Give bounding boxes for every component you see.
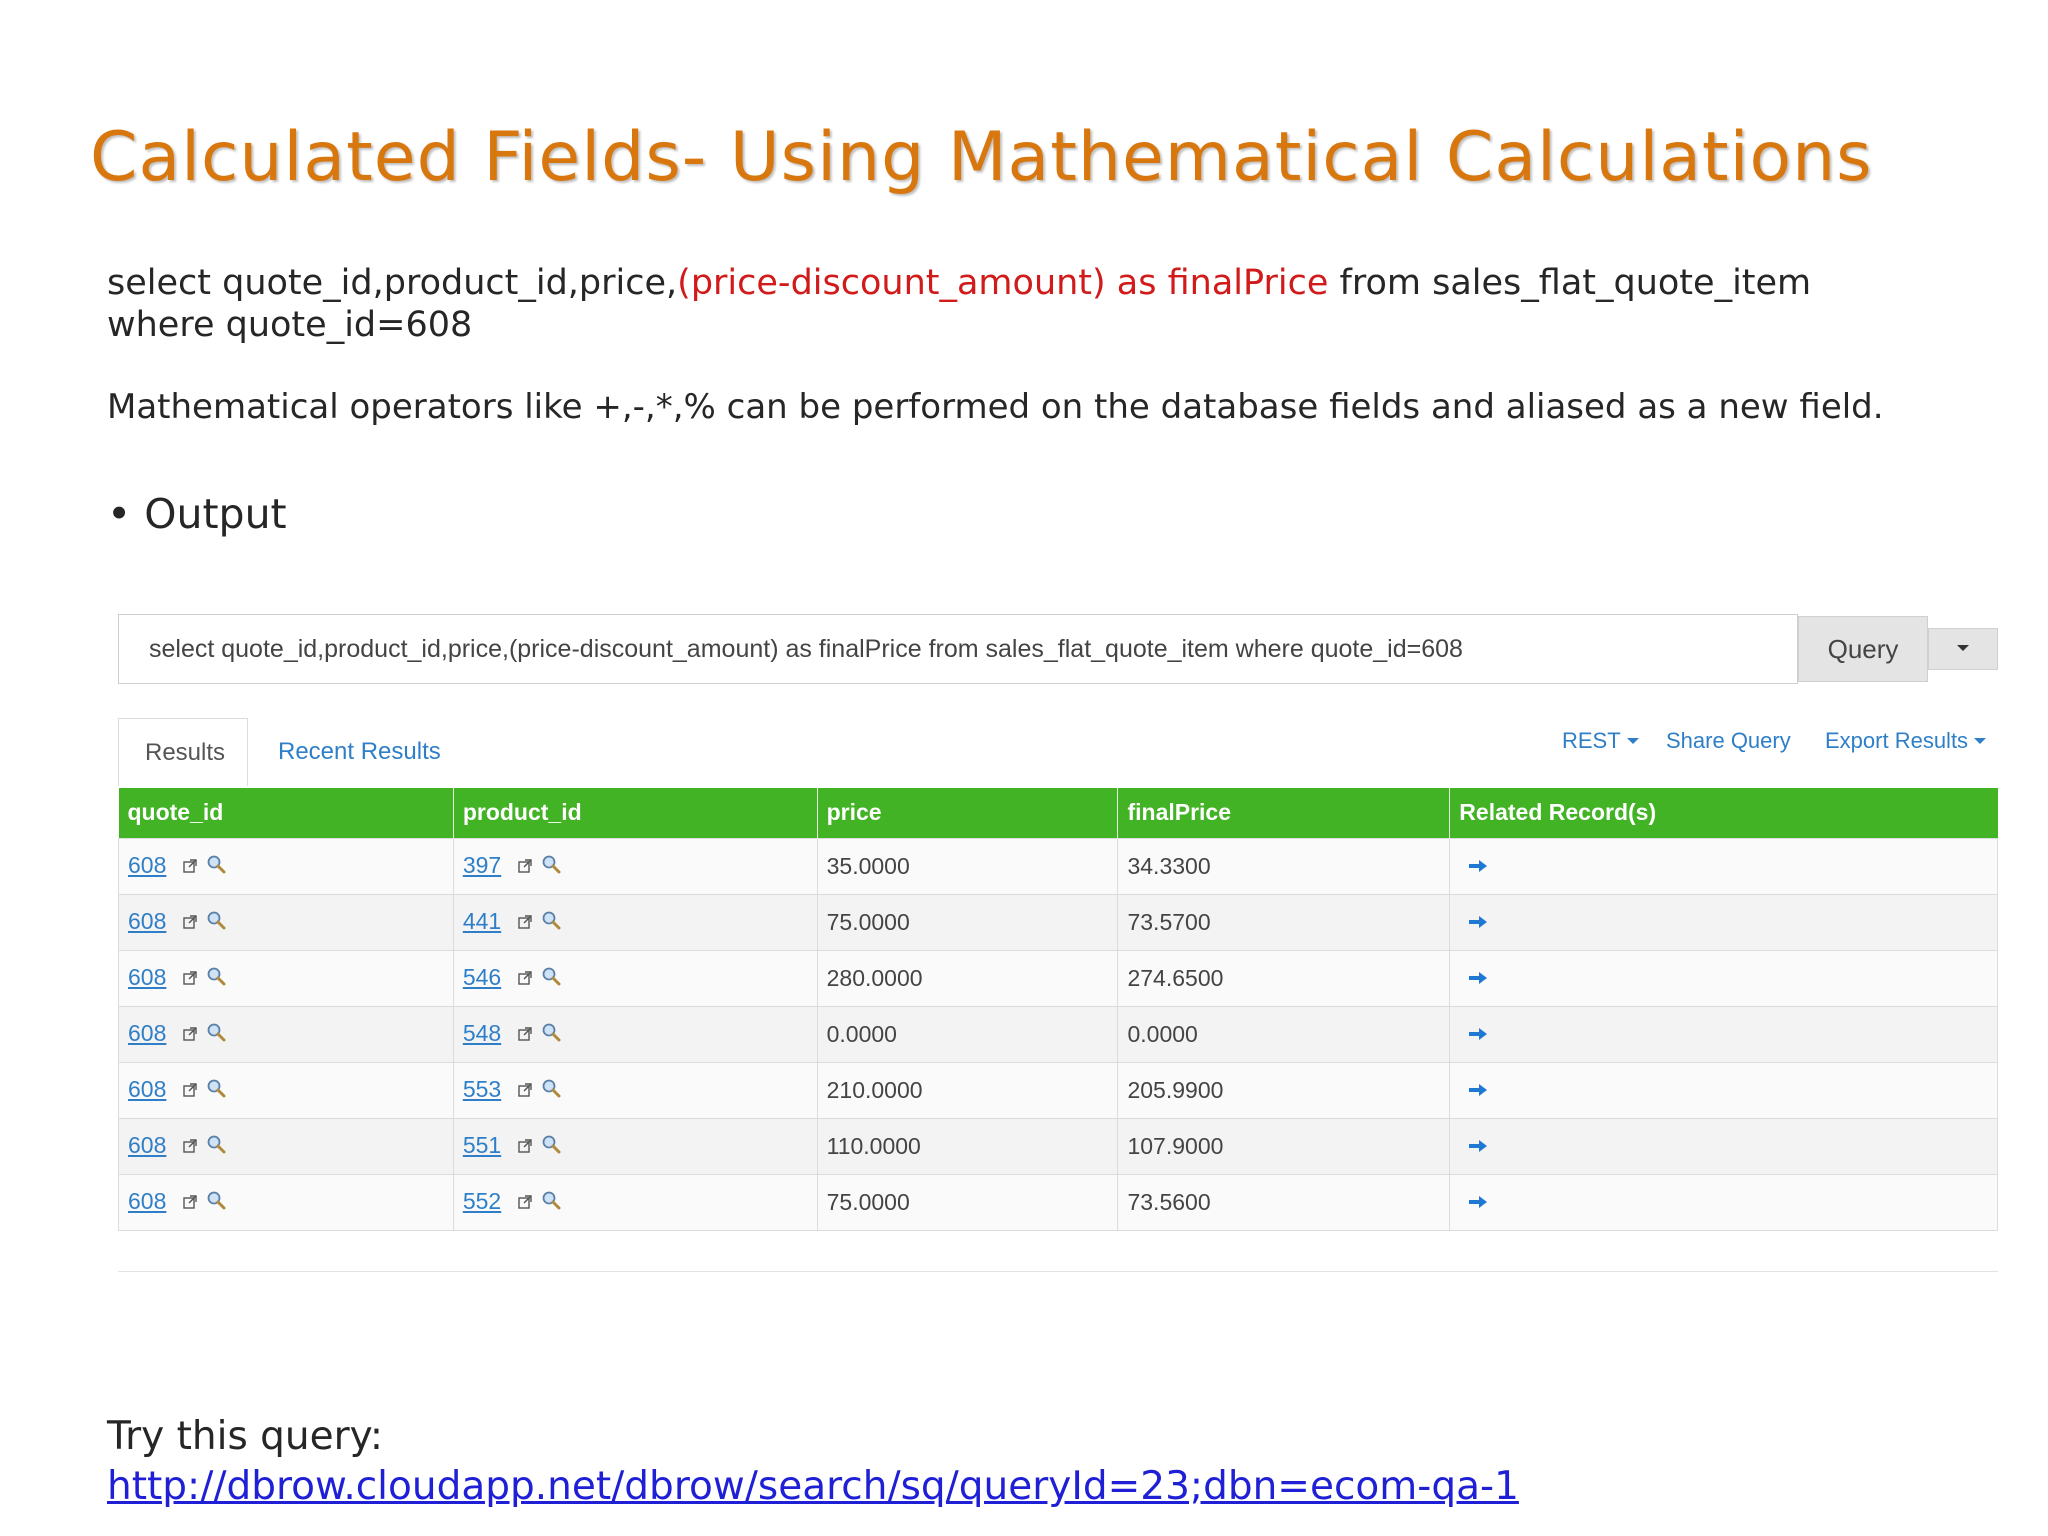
- sql-statement: [107, 262, 1927, 346]
- cell-related-records: [1450, 1174, 1998, 1230]
- cell-product-id: [453, 1118, 817, 1174]
- magnifier-icon[interactable]: [206, 965, 226, 992]
- table-row: [119, 894, 1998, 950]
- magnifier-icon[interactable]: [541, 909, 561, 936]
- cell-quote-id: [119, 1062, 454, 1118]
- magnifier-icon[interactable]: [541, 1021, 561, 1048]
- cell-product-id: [453, 1006, 817, 1062]
- description-text: Mathematical operators like +,-,*,% can be performed on the database fields and aliased as a new field.: [107, 387, 1884, 427]
- arrow-right-icon[interactable]: [1467, 1021, 1489, 1048]
- cell-quote-id: [119, 838, 454, 894]
- arrow-right-icon[interactable]: [1467, 853, 1489, 880]
- product-id-link[interactable]: 546: [462, 963, 502, 990]
- cell-price: 75.0000: [817, 1174, 1118, 1230]
- cell-final-price: 34.3300: [1118, 838, 1450, 894]
- cell-related-records: [1450, 1118, 1998, 1174]
- export-results-link[interactable]: [1825, 728, 1986, 754]
- column-header-quote-id[interactable]: quote_id: [119, 788, 454, 838]
- external-link-icon[interactable]: [517, 909, 533, 936]
- external-link-icon[interactable]: [182, 853, 198, 880]
- cell-product-id: [453, 1174, 817, 1230]
- table-body: [119, 838, 1998, 1230]
- magnifier-icon[interactable]: [541, 1077, 561, 1104]
- try-query-link[interactable]: http://dbrow.cloudapp.net/dbrow/search/sq/queryId=23;dbn=ecom-qa-1: [107, 1464, 1519, 1509]
- cell-quote-id: [119, 894, 454, 950]
- try-query-label: Try this query:: [107, 1414, 384, 1459]
- cell-product-id: [453, 950, 817, 1006]
- product-id-link[interactable]: 553: [462, 1075, 502, 1102]
- magnifier-icon[interactable]: [206, 1189, 226, 1216]
- cell-final-price: 0.0000: [1118, 1006, 1450, 1062]
- cell-product-id: [453, 894, 817, 950]
- share-query-link[interactable]: Share Query: [1666, 728, 1791, 753]
- quote-id-link[interactable]: 608: [128, 907, 167, 934]
- slide-title: Calculated Fields- Using Mathematical Calculations: [90, 118, 1873, 197]
- quote-id-link[interactable]: 608: [128, 1131, 167, 1158]
- caret-down-icon: [1957, 645, 1969, 651]
- caret-down-icon: [1974, 738, 1986, 744]
- cell-price: 210.0000: [817, 1062, 1118, 1118]
- divider: [118, 1271, 1998, 1272]
- cell-final-price: 73.5700: [1118, 894, 1450, 950]
- query-input[interactable]: select quote_id,product_id,price,(price-discount_amount) as finalPrice from sales_flat_quote_item where quote_id=608: [118, 614, 1798, 684]
- query-button[interactable]: Query: [1798, 616, 1928, 682]
- cell-quote-id: [119, 1118, 454, 1174]
- column-header-product-id[interactable]: product_id: [453, 788, 817, 838]
- table-row: [119, 950, 1998, 1006]
- quote-id-link[interactable]: 608: [128, 1187, 167, 1214]
- cell-final-price: 205.9900: [1118, 1062, 1450, 1118]
- quote-id-link[interactable]: 608: [128, 963, 167, 990]
- table-row: [119, 1006, 1998, 1062]
- rest-link-label: REST: [1562, 728, 1621, 753]
- arrow-right-icon[interactable]: [1467, 965, 1489, 992]
- cell-product-id: [453, 838, 817, 894]
- magnifier-icon[interactable]: [206, 1021, 226, 1048]
- magnifier-icon[interactable]: [541, 965, 561, 992]
- sql-suffix: from sales_flat_quote_item where quote_id=608: [107, 263, 1812, 345]
- external-link-icon[interactable]: [182, 1133, 198, 1160]
- product-id-link[interactable]: 441: [462, 907, 502, 934]
- table-row: [119, 1062, 1998, 1118]
- magnifier-icon[interactable]: [206, 909, 226, 936]
- cell-product-id: [453, 1062, 817, 1118]
- external-link-icon[interactable]: [517, 1021, 533, 1048]
- column-header-related-records: Related Record(s): [1450, 788, 1998, 838]
- cell-price: 110.0000: [817, 1118, 1118, 1174]
- external-link-icon[interactable]: [182, 1077, 198, 1104]
- arrow-right-icon[interactable]: [1467, 909, 1489, 936]
- table-row: [119, 1118, 1998, 1174]
- cell-price: 0.0000: [817, 1006, 1118, 1062]
- sql-highlight: (price-discount_amount) as finalPrice: [677, 263, 1329, 303]
- cell-price: 280.0000: [817, 950, 1118, 1006]
- column-header-final-price[interactable]: finalPrice: [1118, 788, 1450, 838]
- quote-id-link[interactable]: 608: [128, 851, 167, 878]
- cell-related-records: [1450, 894, 1998, 950]
- arrow-right-icon[interactable]: [1467, 1189, 1489, 1216]
- product-id-link[interactable]: 397: [462, 851, 502, 878]
- cell-related-records: [1450, 838, 1998, 894]
- cell-related-records: [1450, 950, 1998, 1006]
- table-header-row: [119, 788, 1998, 838]
- cell-price: 35.0000: [817, 838, 1118, 894]
- external-link-icon[interactable]: [517, 965, 533, 992]
- magnifier-icon[interactable]: [206, 1133, 226, 1160]
- cell-final-price: 274.6500: [1118, 950, 1450, 1006]
- arrow-right-icon[interactable]: [1467, 1077, 1489, 1104]
- product-id-link[interactable]: 548: [462, 1019, 502, 1046]
- output-bullet: • Output: [107, 490, 287, 538]
- cell-quote-id: [119, 950, 454, 1006]
- cell-related-records: [1450, 1062, 1998, 1118]
- magnifier-icon[interactable]: [206, 1077, 226, 1104]
- external-link-icon[interactable]: [182, 965, 198, 992]
- quote-id-link[interactable]: 608: [128, 1019, 167, 1046]
- external-link-icon[interactable]: [182, 909, 198, 936]
- tab-recent-results[interactable]: Recent Results: [278, 738, 441, 765]
- cell-price: 75.0000: [817, 894, 1118, 950]
- product-id-link[interactable]: 552: [462, 1187, 502, 1214]
- external-link-icon[interactable]: [182, 1189, 198, 1216]
- quote-id-link[interactable]: 608: [128, 1075, 167, 1102]
- table-row: [119, 838, 1998, 894]
- product-id-link[interactable]: 551: [462, 1131, 502, 1158]
- table-row: [119, 1174, 1998, 1230]
- cell-quote-id: [119, 1174, 454, 1230]
- external-link-icon[interactable]: [517, 1189, 533, 1216]
- cell-final-price: 73.5600: [1118, 1174, 1450, 1230]
- rest-menu-link[interactable]: [1562, 728, 1639, 754]
- results-table: [118, 788, 1998, 1231]
- external-link-icon[interactable]: [517, 1133, 533, 1160]
- export-link-label: Export Results: [1825, 728, 1969, 753]
- magnifier-icon[interactable]: [541, 1189, 561, 1216]
- column-header-price[interactable]: price: [817, 788, 1118, 838]
- magnifier-icon[interactable]: [206, 853, 226, 880]
- external-link-icon[interactable]: [182, 1021, 198, 1048]
- arrow-right-icon[interactable]: [1467, 1133, 1489, 1160]
- cell-related-records: [1450, 1006, 1998, 1062]
- tab-results[interactable]: Results: [118, 718, 248, 786]
- sql-prefix: select quote_id,product_id,price,: [107, 263, 678, 303]
- cell-final-price: 107.9000: [1118, 1118, 1450, 1174]
- cell-quote-id: [119, 1006, 454, 1062]
- query-options-button[interactable]: [1928, 628, 1998, 670]
- external-link-icon[interactable]: [517, 853, 533, 880]
- magnifier-icon[interactable]: [541, 853, 561, 880]
- external-link-icon[interactable]: [517, 1077, 533, 1104]
- magnifier-icon[interactable]: [541, 1133, 561, 1160]
- caret-down-icon: [1627, 738, 1639, 744]
